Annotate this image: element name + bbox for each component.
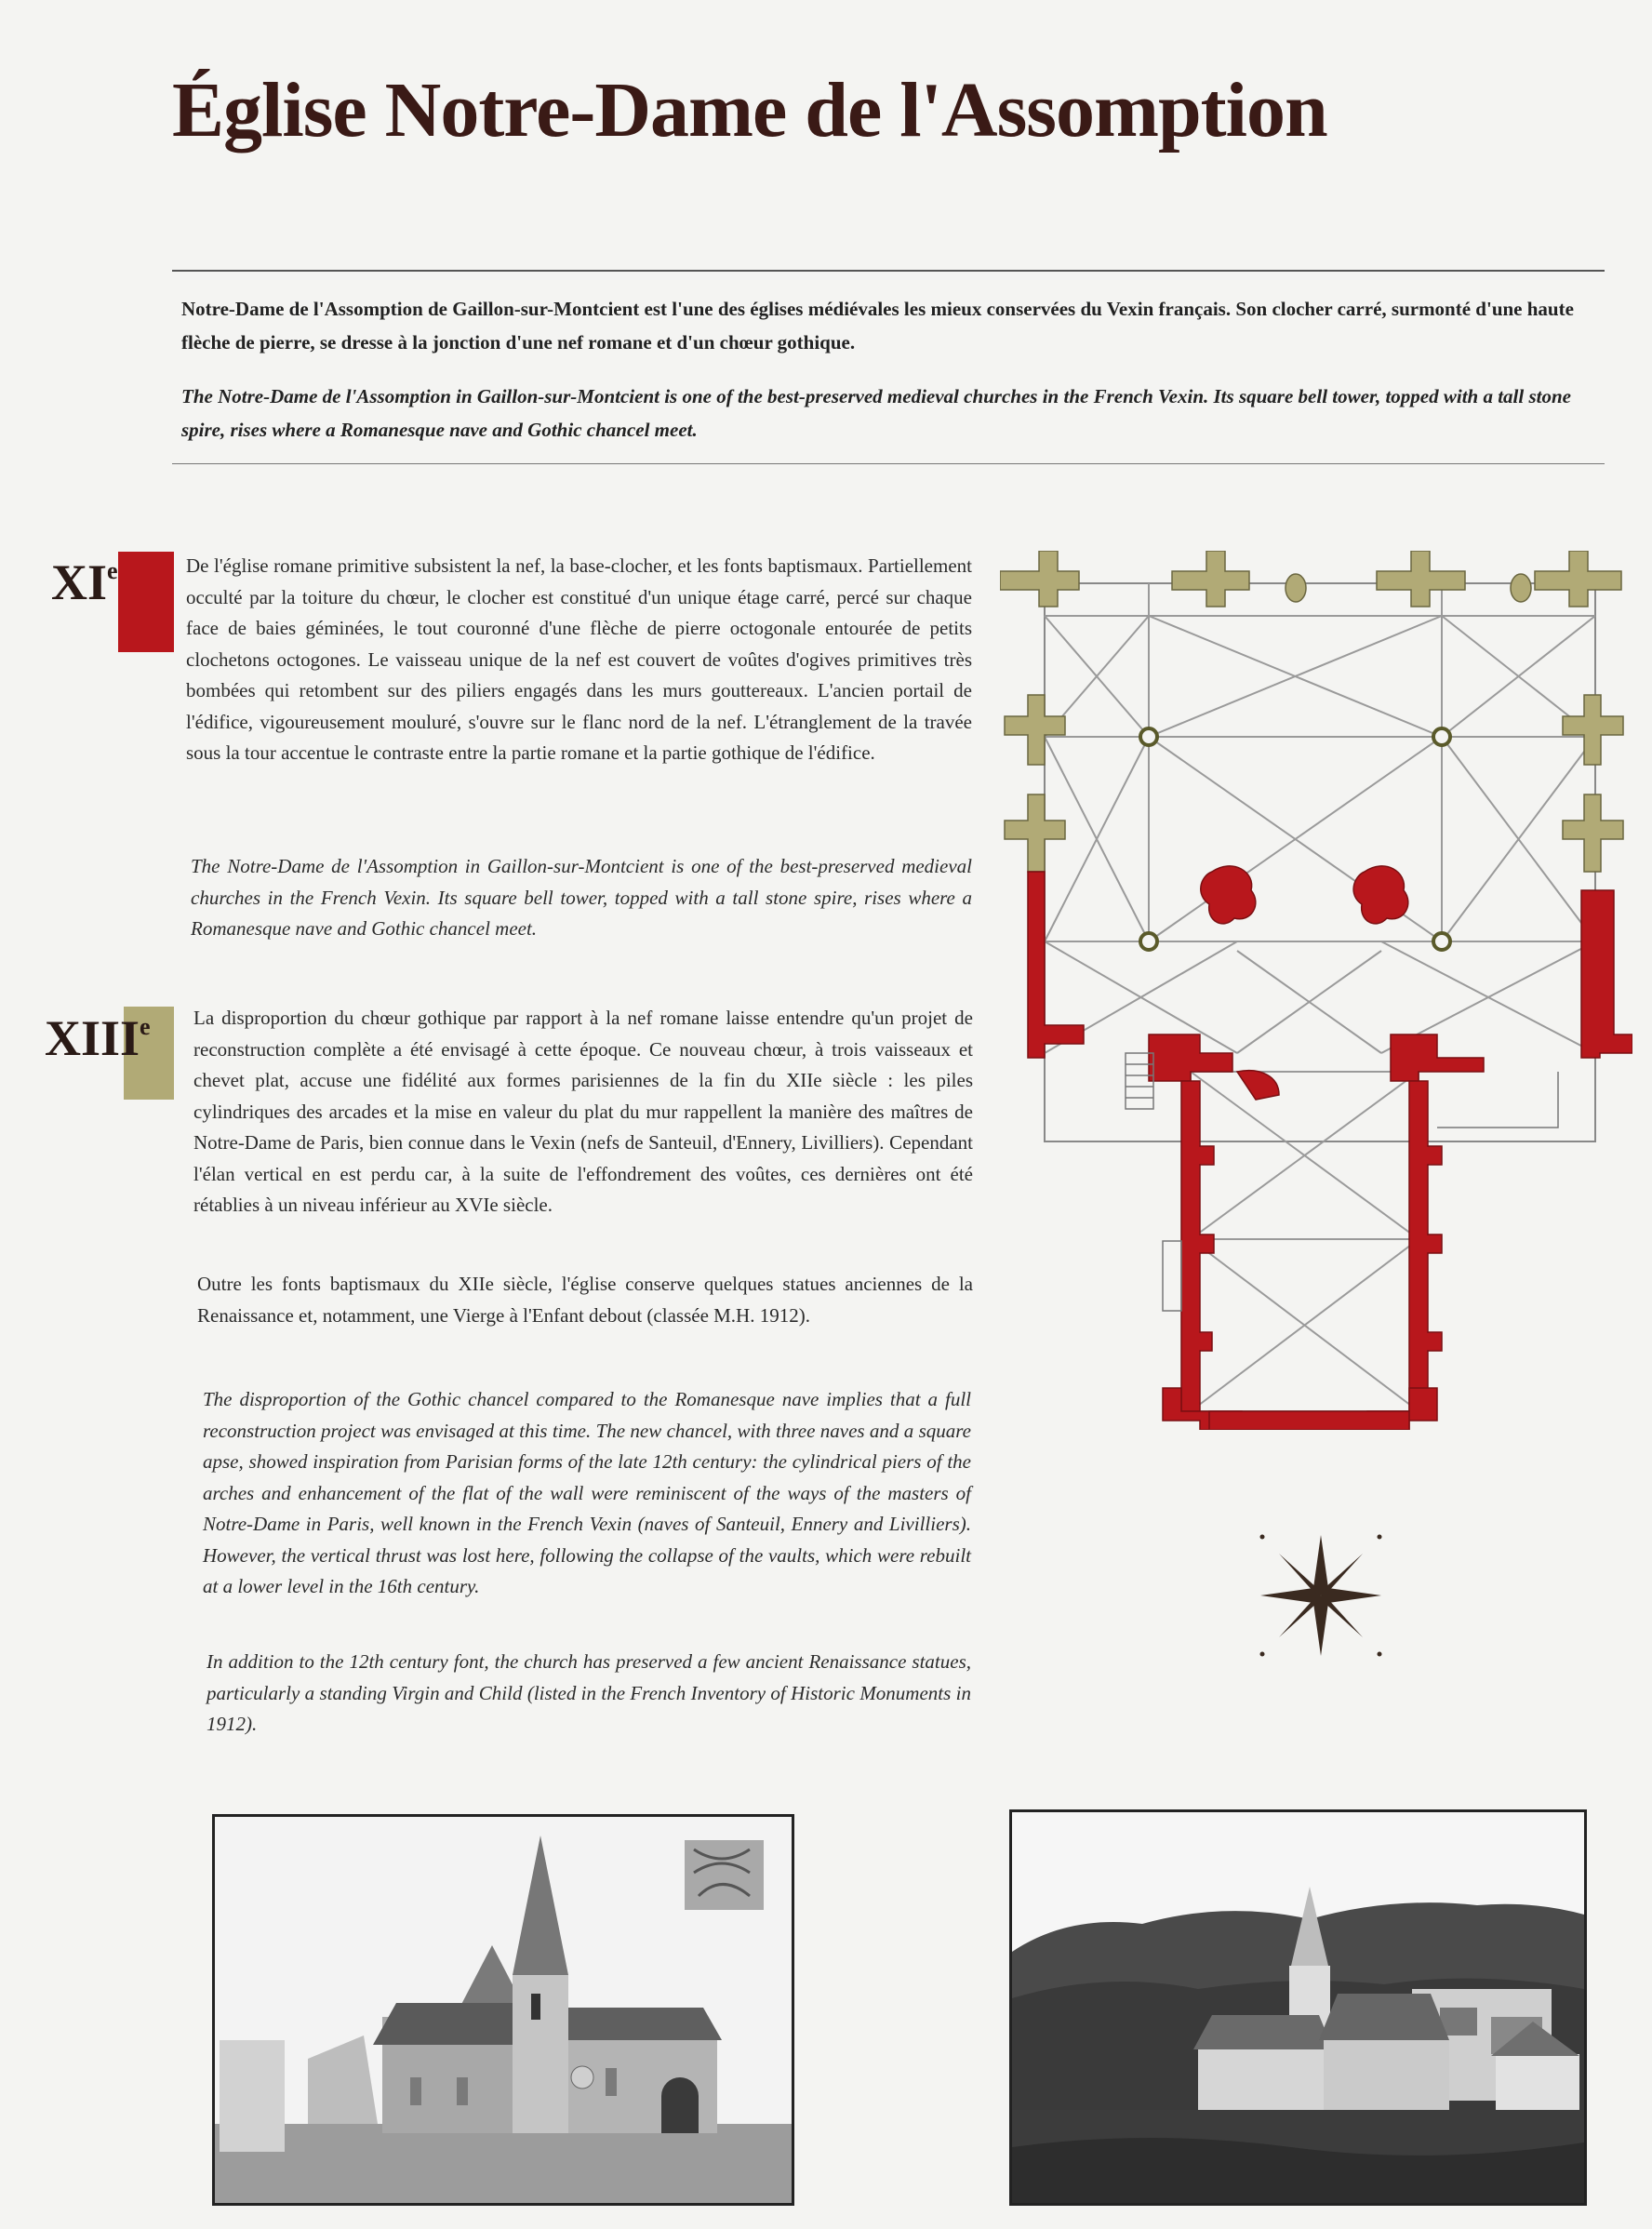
church-postcard-right [1012, 1812, 1584, 2203]
church-floor-plan [1000, 551, 1632, 1430]
century-13-numeral: XIII [45, 1010, 140, 1066]
section-11-english: The Notre-Dame de l'Assomption in Gaillon-sur-Montcient is one of the best-preserved medieval churches in the French Vexin. Its square bell tower, topped with a tall stone spire, rises where a Romanesque nave and Gothic chancel meet. [191, 855, 972, 940]
intro-english: The Notre-Dame de l'Assomption in Gaillon-sur-Montcient is one of the best-preserved medieval churches in the French Vexin. Its square bell tower, topped with a tall stone spire, rises where a Romanesque nave and Gothic chancel meet. [181, 385, 1571, 441]
section-13-french: La disproportion du chœur gothique par rapport à la nef romane laisse entendre qu'un projet de reconstruction complète a été envisagé à cette époque. Ce nouveau chœur, à trois vaisseaux et chevet plat, accuse une fidélité aux formes parisiennes de la fin du XIIe siècle : les piles cylindriques des arcades et la mise en valeur du plat du mur rappellent la manière des maîtres de Notre-Dame de Paris, bien connue dans le Vexin (nefs de Santeuil, d'Ennery, Livilliers). Cependant l'élan vertical en est perdu car, à la suite de l'effondrement des voûtes, ces dernières ont été rétablies à un niveau inférieur au XVIe siècle. [193, 1007, 973, 1216]
century-13-label [45, 1009, 151, 1067]
historic-photo-left [212, 1814, 794, 2206]
church-postcard-left [215, 1817, 792, 2203]
century-11-numeral: XI [51, 554, 108, 610]
historic-photo-right [1009, 1809, 1587, 2206]
compass-rose-icon [1251, 1526, 1391, 1665]
section-11-french: De l'église romane primitive subsistent la nef, la base-clocher, et les fonts baptismaux. Partiellement occulté par la toiture du chœur, le clocher est constitué d'un unique étage carré, percé sur chaque face de baies géminées, le tout couronné d'une flèche de pierre octogonale entourée de petits clochetons octogones. Le vaisseau unique de la nef est couvert de voûtes d'ogives primitives très bombées qui retombent sur des piliers engagés dans les murs gouttereaux. L'ancien portail de l'édifice, vigoureusement mouluré, s'ouvre sur le flanc nord de la nef. L'étranglement de la travée sous la tour accentue le contraste entre la partie romane et la partie gothique de l'édifice. [186, 554, 972, 764]
century-11-marker [118, 552, 174, 652]
intro-french: Notre-Dame de l'Assomption de Gaillon-sur-Montcient est l'une des églises médiévales les mieux conservées du Vexin français. Son clocher carré, surmonté d'une haute flèche de pierre, se dresse à la jonction d'une nef romane et d'un chœur gothique. [181, 298, 1574, 354]
section-13-english-2: In addition to the 12th century font, the church has preserved a few ancient Renaissance statues, particularly a standing Virgin and Child (listed in the French Inventory of Historic Monuments in 1912). [206, 1650, 971, 1735]
century-13-suffix: e [140, 1013, 151, 1040]
page-title: Église Notre-Dame de l'Assomption [172, 67, 1327, 153]
section-13-french-2: Outre les fonts baptismaux du XIIe siècle, l'église conserve quelques statues anciennes de la Renaissance et, notamment, une Vierge à l'Enfant debout (classée M.H. 1912). [197, 1273, 973, 1327]
century-11-label [51, 554, 118, 611]
divider-top [172, 270, 1605, 272]
divider-bottom [172, 463, 1605, 464]
century-11-suffix: e [107, 557, 118, 584]
section-13-english: The disproportion of the Gothic chancel compared to the Romanesque nave implies that a full reconstruction project was envisaged at this time. The new chancel, with three naves and a square apse, showed inspiration from Parisian forms of the late 12th century: the cylindrical piers of the arches and enhancement of the flat of the wall were reminiscent of the ways of the masters of Notre-Dame in Paris, well known in the French Vexin (naves of Santeuil, Ennery and Livilliers). However, the vertical thrust was lost here, following the collapse of the vaults, which were rebuilt at a lower level in the 16th century. [203, 1388, 971, 1597]
